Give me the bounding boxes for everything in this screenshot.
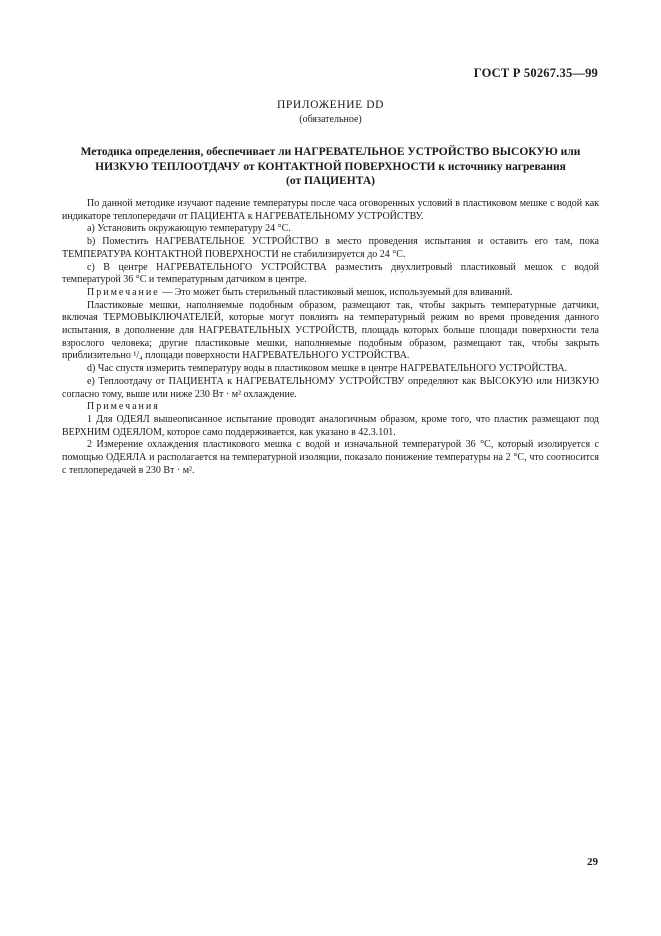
note-1: 1 Для ОДЕЯЛ вышеописанное испытание проводят аналогичным образом, кроме того, что пластик размещают под ВЕРХНИМ ОДЕЯЛОМ, которое само поддерживается, как указано в 42.3.101. [62, 413, 599, 438]
heading-line-1: Методика определения, обеспечивает ли НАГРЕВАТЕЛЬНОЕ УСТРОЙСТВО ВЫСОКУЮ или [80, 146, 581, 158]
fraction-quarter: ¹/₄ [133, 350, 143, 362]
note-label: Примечание [87, 286, 160, 298]
heading-line-2: НИЗКУЮ ТЕПЛООТДАЧУ от КОНТАКТНОЙ ПОВЕРХНОСТИ к источнику нагревания [95, 160, 566, 173]
paragraph-bags-text: Пластиковые мешки, наполняемые подобным образом, размещают так, чтобы закрыть температурные датчики, включая ТЕРМОВЫКЛЮЧАТЕЛЕЙ, которые могут повлиять на температурный режим во время проведения данного испытания, в дополнение для НАГРЕВАТЕЛЬНЫХ УСТРОЙСТВ, площадь которых больше площади поверхности тела взрослого человека; другие пластиковые мешки, наполняемые подобным образом, размещают так, чтобы закрыть приблизительно [62, 299, 599, 362]
step-e: e) Теплоотдачу от ПАЦИЕНТА к НАГРЕВАТЕЛЬНОМУ УСТРОЙСТВУ определяют как ВЫСОКУЮ или НИЗКУЮ согласно тому, выше или ниже 230 Вт · м² охлаждение. [62, 375, 599, 400]
note-paragraph [62, 287, 599, 300]
notes-label: Примечания [87, 401, 160, 413]
annex-subtitle: (обязательное) [299, 114, 362, 125]
paragraph-bags-end: площади поверхности НАГРЕВАТЕЛЬНОГО УСТРОЙСТВА. [142, 350, 410, 362]
note-2: 2 Измерение охлаждения пластикового мешка с водой и изначальной температурой 36 °С, который изолируется с помощью ОДЕЯЛА и располагается на температурной изоляции, показало понижение температуры на 2 °С, что соотносится с теплопередачей в 230 Вт · м². [62, 439, 599, 476]
paragraph-bags [62, 300, 599, 364]
body-text [62, 198, 599, 477]
notes-heading [62, 401, 599, 414]
step-a: a) Установить окружающую температуру 24 °С. [87, 223, 291, 235]
document-id: ГОСТ Р 50267.35—99 [473, 66, 598, 80]
step-d: d) Час спустя измерить температуру воды в пластиковом мешке в центре НАГРЕВАТЕЛЬНОГО УСТРОЙСТВА. [87, 363, 568, 375]
step-c: c) В центре НАГРЕВАТЕЛЬНОГО УСТРОЙСТВА разместить двухлитровый пластиковый мешок с водой температурой 36 °С и температурным датчиком в центре. [62, 261, 599, 286]
heading-line-3: (от ПАЦИЕНТА) [286, 175, 375, 187]
page-number: 29 [587, 856, 598, 868]
note-text: — Это может быть стерильный пластиковый мешок, используемый для вливаний. [159, 286, 513, 298]
paragraph-intro: По данной методике изучают падение температуры после часа оговоренных условий в пластиковом мешке с водой как индикаторе теплопередачи от ПАЦИЕНТА к НАГРЕВАТЕЛЬНОМУ УСТРОЙСТВУ. [62, 198, 599, 222]
annex-title: ПРИЛОЖЕНИЕ DD [276, 99, 385, 111]
section-heading [70, 145, 591, 189]
step-b: b) Поместить НАГРЕВАТЕЛЬНОЕ УСТРОЙСТВО в место проведения испытания и оставить его там, пока ТЕМПЕРАТУРА КОНТАКТНОЙ ПОВЕРХНОСТИ не стабилизируется до 24 °С. [62, 236, 599, 260]
